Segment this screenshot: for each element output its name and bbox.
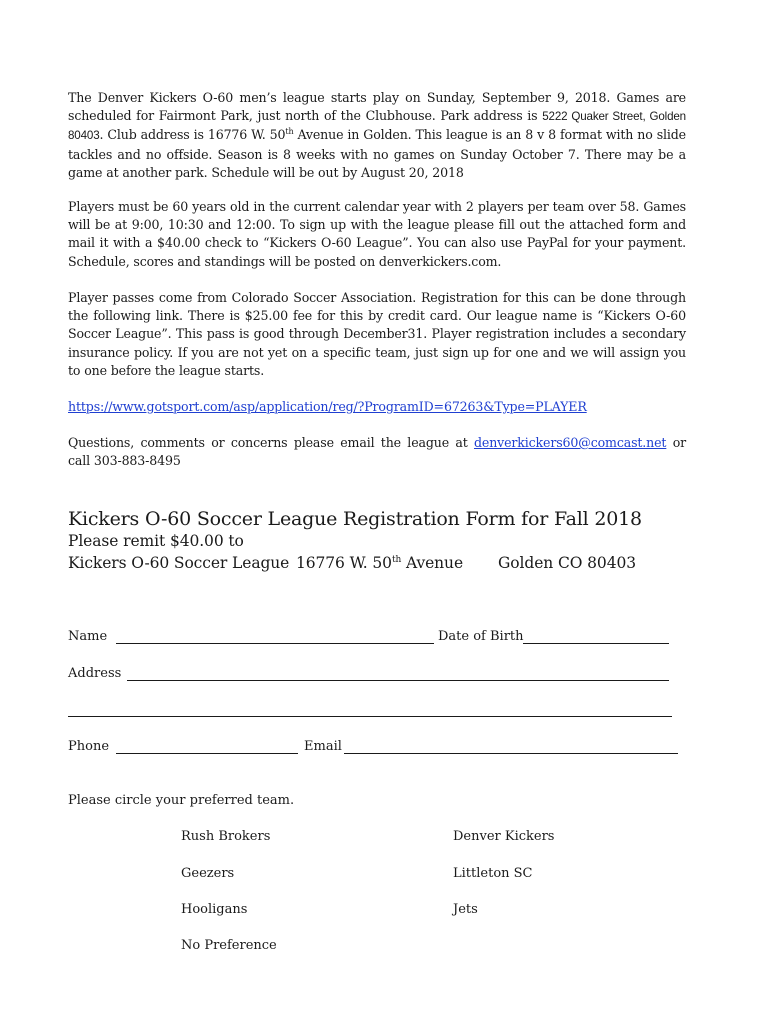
- team-prompt: Please circle your preferred team.: [68, 793, 295, 808]
- name-label: Name: [68, 629, 108, 644]
- team-option-geezers[interactable]: Geezers: [181, 866, 235, 881]
- league-info-text-a: The Denver Kickers O-60 men’s league starts play on Sunday, September 9, 2018. Games are scheduled for Fairmont Park, just north of the Clubhouse. Park address is: [68, 90, 686, 124]
- team-option-hooligans[interactable]: Hooligans: [181, 902, 248, 917]
- phone-field[interactable]: [116, 753, 298, 754]
- contact-paragraph: [68, 434, 686, 470]
- address-field[interactable]: [127, 680, 669, 681]
- contact-text-b: or call 303-883-8495: [68, 435, 686, 469]
- payee-name: Kickers O-60 Soccer League: [68, 554, 290, 572]
- email-field[interactable]: [344, 753, 678, 754]
- league-info-text-b: . Club address is 16776 W. 50: [99, 127, 286, 143]
- league-info-text-c: Avenue in Golden. This league is an 8 v 8 format with no slide tackles and no offside. Season is 8 weeks with no games on Sunday October 7. There may be a game at another park. Schedule will be out by August 20, 2018: [68, 127, 686, 180]
- contact-text-a: Questions, comments or concerns please email the league at: [68, 435, 474, 450]
- payee-street-number: 16776 W. 50: [296, 554, 392, 572]
- payee-city: Golden CO 80403: [498, 554, 636, 572]
- ordinal-suffix: th: [285, 127, 294, 137]
- address-field-line-2[interactable]: [68, 716, 672, 717]
- payee-street: [296, 554, 463, 572]
- registration-link[interactable]: https://www.gotsport.com/asp/application/reg/?ProgramID=67263&Type=PLAYER: [68, 399, 587, 414]
- team-option-rush-brokers[interactable]: Rush Brokers: [181, 829, 271, 844]
- payee-street-suffix: th: [391, 554, 402, 565]
- payee-street-name: Avenue: [401, 554, 464, 572]
- dob-label: Date of Birth: [438, 629, 524, 644]
- eligibility-paragraph: Players must be 60 years old in the current calendar year with 2 players per team over 58. Games will be at 9:00, 10:30 and 12:00. To sign up with the league please fill out the attached form and mail it with a $40.00 check to “Kickers O-60 League”. You can also use PayPal for your payment. Schedule, scores and standings will be posted on denverkickers.com.: [68, 199, 686, 269]
- team-option-denver-kickers[interactable]: Denver Kickers: [453, 829, 555, 844]
- phone-label: Phone: [68, 739, 110, 754]
- name-field[interactable]: [116, 643, 434, 644]
- form-title: Kickers O-60 Soccer League Registration Form for Fall 2018: [68, 508, 642, 530]
- team-option-littleton-sc[interactable]: Littleton SC: [453, 866, 533, 881]
- park-address: 5222 Quaker Street, Golden 80403: [68, 110, 686, 143]
- league-info-paragraph: [68, 89, 686, 182]
- player-pass-paragraph: Player passes come from Colorado Soccer Association. Registration for this can be done through the following link. There is $25.00 fee for this by credit card. Our league name is “Kickers O-60 Soccer League”. This pass is good through December31. Player registration includes a secondary insurance policy. If you are not yet on a specific team, just sign up for one and we will assign you to one before the league starts.: [68, 290, 686, 378]
- team-option-jets[interactable]: Jets: [453, 902, 478, 917]
- league-email-link[interactable]: denverkickers60@comcast.net: [473, 435, 667, 450]
- team-option-no-preference[interactable]: No Preference: [181, 938, 277, 953]
- address-label: Address: [68, 666, 122, 681]
- email-label: Email: [304, 739, 342, 754]
- remit-line: Please remit $40.00 to: [68, 532, 244, 550]
- registration-link-line: [68, 398, 686, 416]
- dob-field[interactable]: [523, 643, 669, 644]
